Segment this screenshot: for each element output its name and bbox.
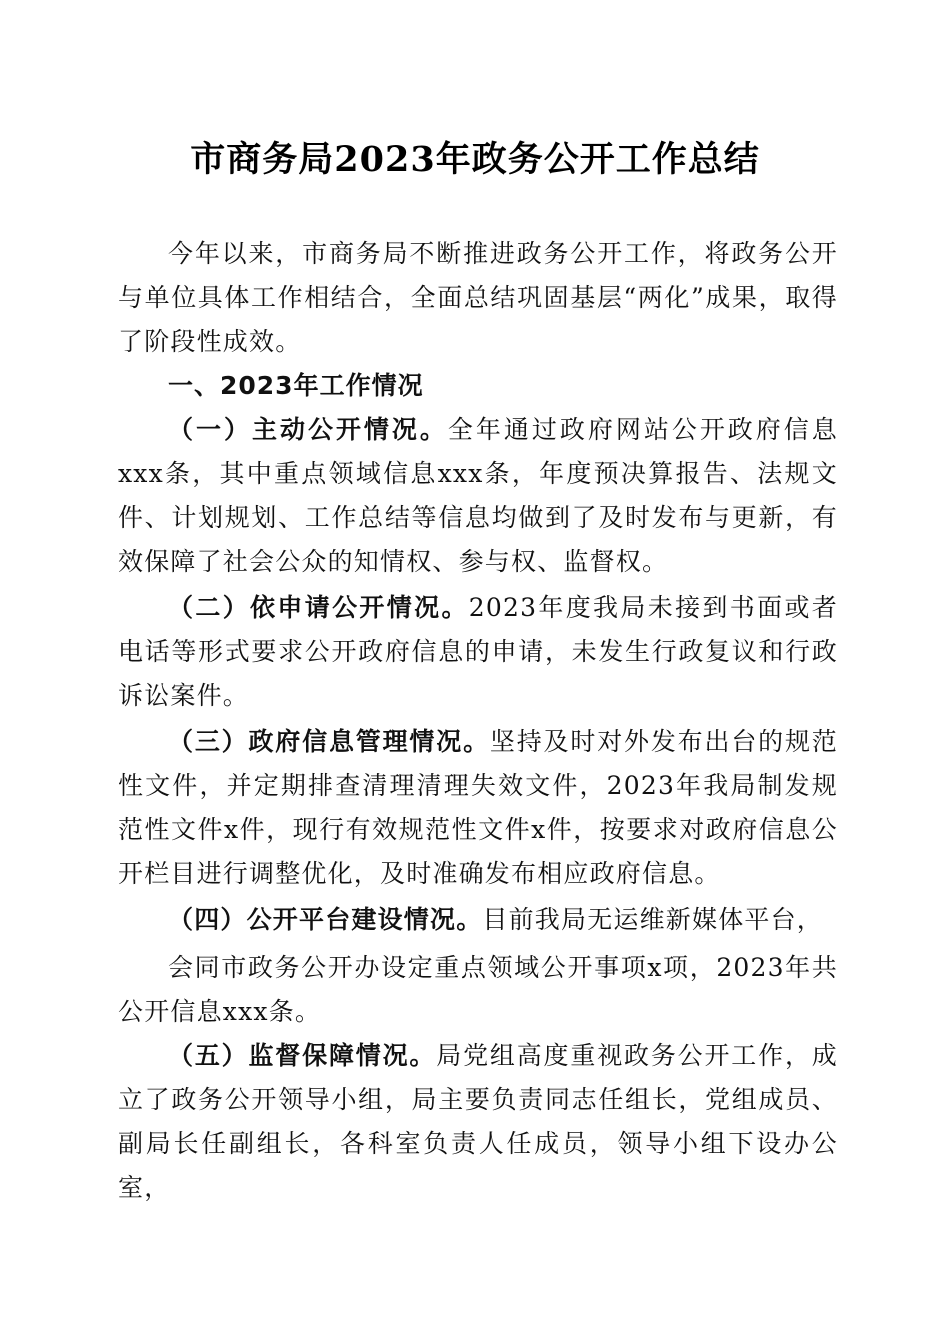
document-title: 市商务局2023年政务公开工作总结: [190, 139, 760, 180]
item-4b-text: 会同市政务公开办设定重点领域公开事项x项，2023年共公开信息xxx条。: [118, 953, 838, 1026]
item-4-text: 目前我局无运维新媒体平台，: [482, 905, 824, 934]
paragraph-item-4-continued: [118, 946, 838, 1034]
intro-text: 今年以来，市商务局不断推进政务公开工作，将政务公开与单位具体工作相结合，全面总结巩固基层“两化”成果，取得了阶段性成效。: [118, 239, 838, 356]
paragraph-item-5: [118, 1034, 838, 1210]
item-1-text: 全年通过政府网站公开政府信息xxx条，其中重点领域信息xxx条，年度预决算报告、法规文件、计划规划、工作总结等信息均做到了及时发布与更新，有效保障了社会公众的知情权、参与权、监督权。: [118, 415, 838, 576]
section-heading-1: 一、2023年工作情况: [168, 371, 424, 400]
paragraph-item-2: [118, 586, 838, 718]
item-5-text: 局党组高度重视政务公开工作，成立了政务公开领导小组，局主要负责同志任组长，党组成员、副局长任副组长，各科室负责人任成员，领导小组下设办公室，: [118, 1041, 838, 1202]
paragraph-item-1: [118, 408, 838, 584]
item-5-label: （五）监督保障情况。: [168, 1041, 437, 1070]
item-2-label: （二）依申请公开情况。: [168, 593, 469, 622]
intro-paragraph: [118, 232, 838, 364]
item-2-text: 2023年度我局未接到书面或者电话等形式要求公开政府信息的申请，未发生行政复议和行政诉讼案件。: [118, 593, 839, 710]
paragraph-item-3: [118, 720, 838, 896]
item-1-label: （一）主动公开情况。: [168, 415, 448, 444]
item-3-label: （三）政府信息管理情况。: [168, 727, 490, 756]
item-3-text: 坚持及时对外发布出台的规范性文件，并定期排查清理清理失效文件，2023年我局制发规范性文件x件，现行有效规范性文件x件，按要求对政府信息公开栏目进行调整优化，及时准确发布相应政府信息。: [118, 727, 838, 888]
paragraph-item-4: [118, 898, 838, 942]
item-4-label: （四）公开平台建设情况。: [168, 905, 483, 934]
